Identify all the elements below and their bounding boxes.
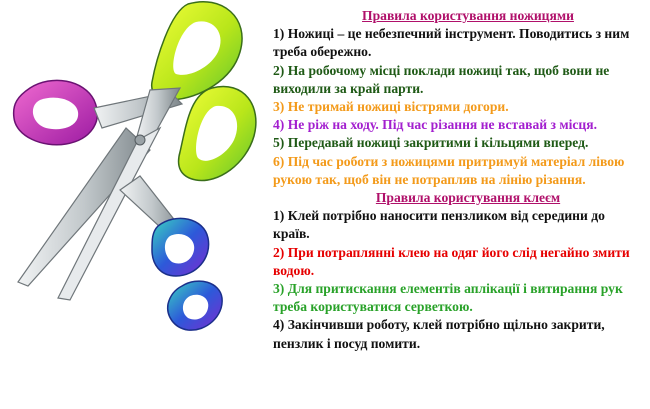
scissors-handle-blue <box>152 218 222 330</box>
scissors-rules-title: Правила користування ножицями <box>362 8 574 23</box>
rules-panel <box>273 0 645 353</box>
scissors-rule-4: 4) Не ріж на ходу. Під час різання не вставай з місця. <box>273 117 598 133</box>
scissors-rule-6: 6) Під час роботи з ножицями притримуй матеріал лівою рукою так, щоб він не потрапляв на лінію різання. <box>273 153 625 187</box>
glue-rule-3: 3) Для притискання елементів аплікації і витирання рук треба користуватися серветкою. <box>273 281 623 315</box>
glue-rules-title: Правила користування клеєм <box>375 190 561 206</box>
scissors-rule-1: 1) Ножиці – це небезпечний інструмент. Поводитись з ним треба обережно. <box>273 26 630 60</box>
scissors-rule-5: 5) Передавай ножиці закритими і кільцями вперед. <box>273 135 589 151</box>
glue-rule-4: 4) Закінчивши роботу, клей потрібно щільно закрити, пензлик і посуд помити. <box>273 317 605 351</box>
scissors-rule-3: 3) Не тримай ножиці вістрями догори. <box>273 99 509 115</box>
glue-rule-1: 1) Клей потрібно наносити пензликом від середини до країв. <box>273 208 605 242</box>
scissors-illustration <box>0 0 262 350</box>
glue-rule-2: 2) При потраплянні клею на одяг його слід негайно змити водою. <box>273 244 630 278</box>
scissors-handle-top <box>152 2 242 100</box>
scissors-rules-list <box>273 25 645 189</box>
scissors-handle-pink <box>14 80 98 144</box>
scissors-rule-2: 2) На робочому місці поклади ножиці так, щоб вони не виходили за край парти. <box>273 62 610 96</box>
glue-rules-list <box>273 207 645 353</box>
scissors-handle-right <box>179 87 256 181</box>
